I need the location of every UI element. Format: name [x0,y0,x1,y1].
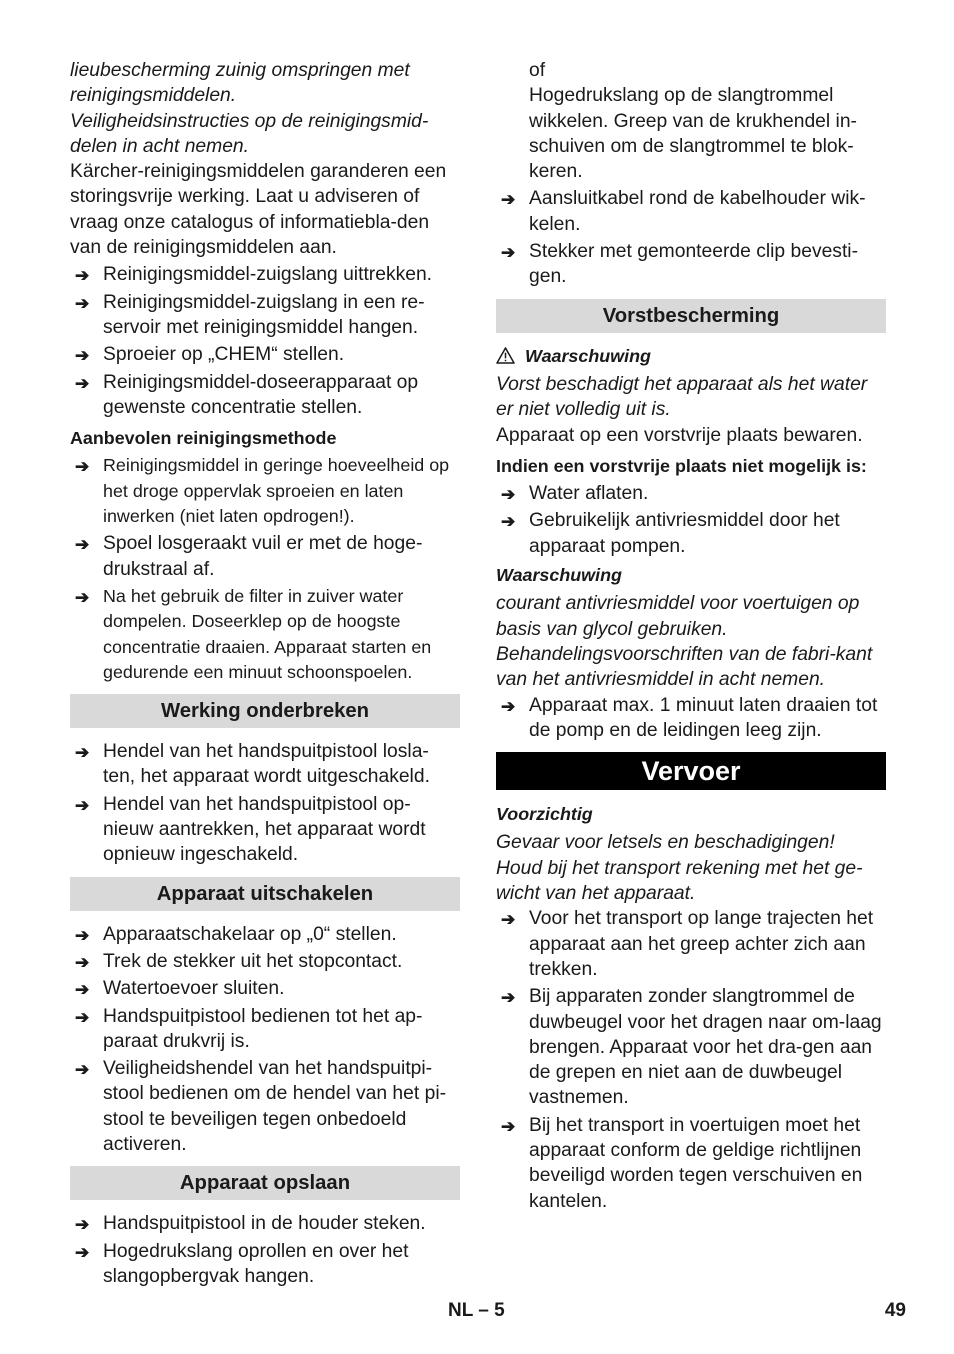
arrow-right-icon: ➔ [501,512,516,532]
section-heading-shutdown: Apparaat uitschakelen [70,877,460,911]
intro-paragraph: Veiligheidsinstructies op de reinigingsmid-delen in acht nemen. [70,110,429,157]
arrow-right-icon: ➔ [75,293,90,313]
arrow-right-icon: ➔ [75,346,90,366]
list-item [496,481,886,506]
arrow-right-icon: ➔ [75,373,90,393]
continuation-text: Hogedrukslang op de slangtrommel wikkelen. Greep van de krukhendel in-schuiven om de slangtrommel te blok-keren. [529,85,857,183]
list-item [496,239,886,290]
section-heading-transport: Vervoer [496,752,886,790]
list-item-text: Reinigingsmiddel-zuigslang uittrekken. [103,264,433,286]
warning2-text: courant antivriesmiddel voor voertuigen op basis van glycol gebruiken. [496,593,860,640]
list-item-text: Sproeier op „CHEM“ stellen. [103,344,345,366]
arrow-right-icon: ➔ [75,743,90,763]
arrow-right-icon: ➔ [75,925,90,945]
list-item [70,262,460,287]
arrow-right-icon: ➔ [501,910,516,930]
list-item-text: Reinigingsmiddel in geringe hoeveelheid op het droge oppervlak sproeien en laten inwerken (niet laten opdrogen!). [103,455,450,527]
arrow-right-icon: ➔ [501,696,516,716]
list-item [70,290,460,341]
list-item [496,984,886,1110]
warning-triangle-icon [496,347,515,364]
list-item-text: Water aflaten. [529,483,649,505]
section-heading-storage: Apparaat opslaan [70,1166,460,1200]
arrow-right-icon: ➔ [75,587,90,607]
list-item-text: Apparaatschakelaar op „0“ stellen. [103,923,397,945]
list-item [70,531,460,582]
list-item-text: Bij het transport in voertuigen moet het apparaat conform de geldige richtlijnen beveiligd worden tegen verschuiven en kantelen. [529,1114,863,1212]
list-item-text: Stekker met gemonteerde clip bevesti-gen. [529,241,859,288]
list-item [496,508,886,559]
arrow-right-icon: ➔ [75,1242,90,1262]
intro-paragraph: Kärcher-reinigingsmiddelen garanderen een storingsvrije werking. Laat u adviseren of vraag onze catalogus of informatiebla-den van de reinigingsmiddelen aan. [70,161,447,259]
list-item [70,792,460,868]
list-item-text: Watertoevoer sluiten. [103,978,285,1000]
list-item [496,693,886,744]
frost-subheading: Indien een vorstvrije plaats niet mogelijk is: [496,455,867,476]
arrow-right-icon: ➔ [75,1007,90,1027]
arrow-right-icon: ➔ [75,457,90,477]
section-heading-frost: Vorstbescherming [496,299,886,333]
list-item-text: Apparaat max. 1 minuut laten draaien tot de pomp en de leidingen leeg zijn. [529,694,878,741]
list-item-text: Reinigingsmiddel-doseerapparaat op gewenste concentratie stellen. [103,371,419,418]
arrow-right-icon: ➔ [501,243,516,263]
list-item [70,1211,460,1236]
warning2-text: Behandelingsvoorschriften van de fabri-kant van het antivriesmiddel in acht nemen. [496,643,873,691]
list-item [70,949,460,974]
list-item [70,922,460,947]
right-column [496,58,886,1216]
list-item-text: Trek de stekker uit het stopcontact. [103,950,403,972]
list-item-text: Voor het transport op lange trajecten het apparaat aan het greep achter zich aan trekken. [529,908,874,980]
list-item [70,342,460,367]
list-item-text: Gebruikelijk antivriesmiddel door het apparaat pompen. [529,510,840,557]
list-item-text: Aansluitkabel rond de kabelhouder wik-kelen. [529,188,866,235]
arrow-right-icon: ➔ [501,485,516,505]
arrow-right-icon: ➔ [75,1060,90,1080]
arrow-right-icon: ➔ [75,980,90,1000]
list-item-text: Spoel losgeraakt vuil er met de hoge-drukstraal af. [103,533,423,580]
continuation-or: of [529,60,546,81]
list-item [496,186,886,237]
list-item [70,1239,460,1290]
frost-text: Apparaat op een vorstvrije plaats bewaren. [496,424,863,446]
arrow-right-icon: ➔ [75,952,90,972]
list-item-text: Reinigingsmiddel-zuigslang in een re-servoir met reinigingsmiddel hangen. [103,291,425,338]
list-item-text: Veiligheidshendel van het handspuitpi-stool bedienen om de hendel van het pi-stool te beveiligen tegen onbedoeld activeren. [103,1058,447,1155]
list-item-text: Na het gebruik de filter in zuiver water dompelen. Doseerklep op de hoogste concentratie draaien. Apparaat starten en gedurende een minuut schoonspoelen. [103,585,432,682]
warning-text: Vorst beschadigt het apparaat als het water er niet volledig uit is. [496,373,868,421]
arrow-right-icon: ➔ [75,535,90,555]
arrow-right-icon: ➔ [501,988,516,1008]
arrow-right-icon: ➔ [75,1215,90,1235]
arrow-right-icon: ➔ [75,266,90,286]
list-item-text: Handspuitpistool in de houder steken. [103,1213,426,1235]
warning-heading [496,344,886,369]
list-item [496,906,886,982]
intro-paragraph: lieubescherming zuinig omspringen met reinigingsmiddelen. [70,60,410,107]
list-item-text: Hendel van het handspuitpistool losla-ten, het apparaat wordt uitgeschakeld. [103,741,430,788]
list-item [70,1056,460,1157]
list-item [70,584,460,685]
list-item [70,453,460,529]
warning-label: Waarschuwing [525,345,651,366]
footer-language-page: NL – 5 [448,1300,505,1321]
page-number: 49 [884,1300,906,1321]
subheading-recommended: Aanbevolen reinigingsmethode [70,428,337,449]
list-item-text: Hogedrukslang oprollen en over het slangopbergvak hangen. [103,1240,409,1287]
caution-label: Voorzichtig [496,804,593,825]
list-item [496,1113,886,1214]
section-heading-interrupt: Werking onderbreken [70,694,460,728]
list-item [70,739,460,790]
list-item-text: Handspuitpistool bedienen tot het ap-paraat drukvrij is. [103,1005,423,1052]
list-item-text: Hendel van het handspuitpistool op-nieuw aantrekken, het apparaat wordt opnieuw ingeschakeld. [103,793,426,866]
caution-text: Gevaar voor letsels en beschadigingen! Houd bij het transport rekening met het ge-wicht van het apparaat. [496,832,863,905]
list-item-text: Bij apparaten zonder slangtrommel de duwbeugel voor het dragen naar om-laag brengen. Apparaat voor het dra-gen aan de grepen en niet aan de duwbeugel vastnemen. [529,986,882,1109]
warning2-label: Waarschuwing [496,565,622,586]
list-item [70,976,460,1001]
list-item [70,1004,460,1055]
arrow-right-icon: ➔ [501,1116,516,1136]
arrow-right-icon: ➔ [501,190,516,210]
left-column [70,58,460,1291]
arrow-right-icon: ➔ [75,795,90,815]
list-item [70,370,460,421]
